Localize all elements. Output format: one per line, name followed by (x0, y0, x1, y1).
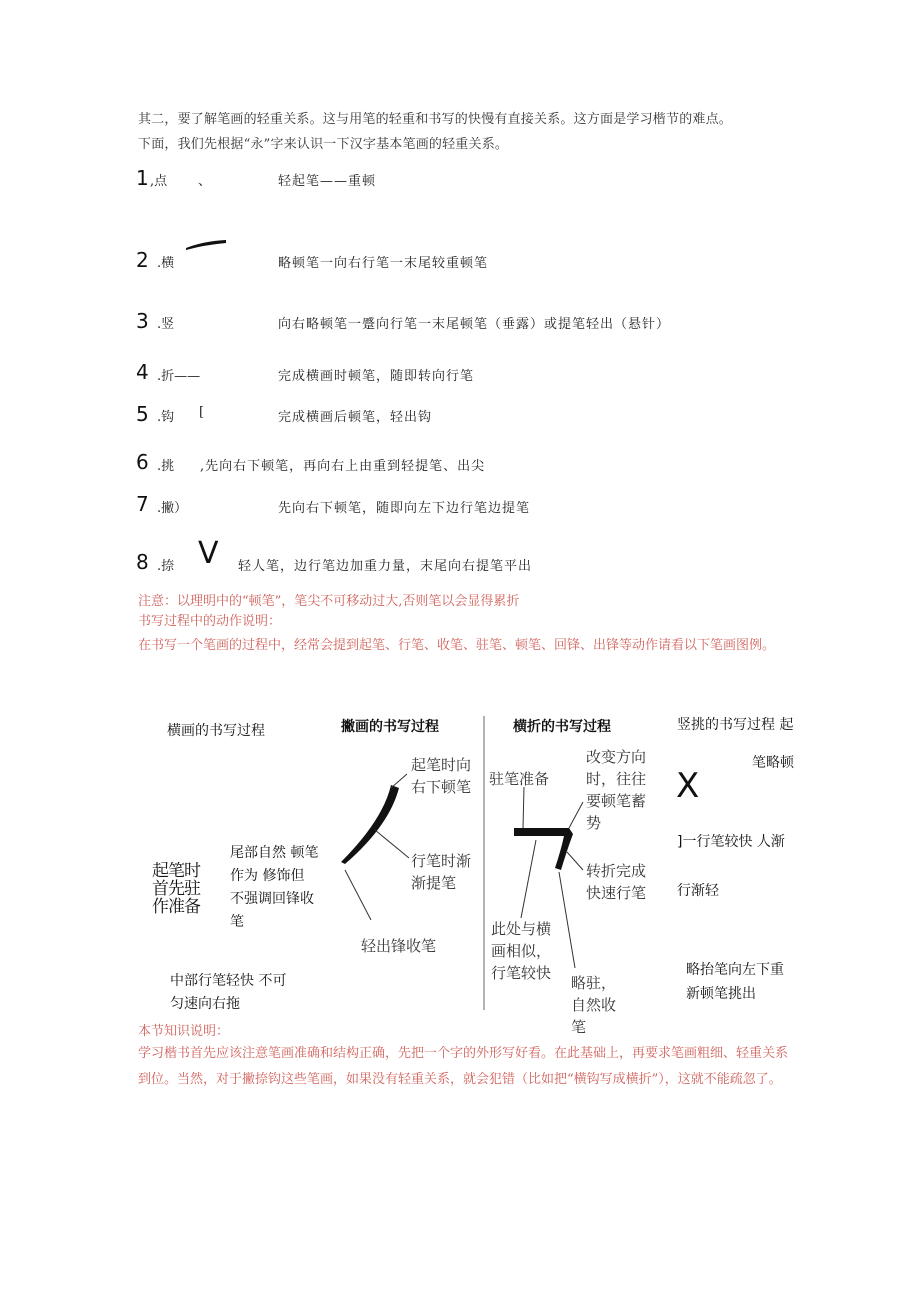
stroke-desc: ,先向右下顿笔，再向右上由重到轻提笔、出尖 (200, 459, 486, 474)
ti-start-label: 笔略顿 (752, 755, 794, 771)
stroke-label: .竖 (157, 317, 175, 332)
heng-stroke-icon (184, 238, 228, 252)
heng-title: 横画的书写过程 (167, 723, 265, 739)
heng-end-label: 尾部自然 顿笔作为 修饰但 不强调回锋收笔 (230, 845, 319, 930)
intro-line-1: 其二，要了解笔画的轻重关系。这与用笔的轻重和书写的快慢有直接关系。这方面是学习楷节的难点。 (138, 112, 733, 127)
stroke-glyph: [ (199, 405, 205, 420)
heng-mid-label: 中部行笔轻快 不可匀速向右拖 (170, 973, 287, 1012)
pie-start-label: 起笔时向右下顿笔 (411, 756, 472, 796)
ti-light-label: 行渐轻 (677, 883, 719, 899)
stroke-process-image (331, 710, 661, 1036)
zhe-start-label: 驻笔准备 (489, 770, 550, 788)
heng-start-label: 起笔时首先驻作准备 (152, 862, 200, 917)
pie-mid-label: 行笔时渐渐提笔 (411, 852, 472, 892)
stroke-number: 2 (136, 248, 149, 272)
stroke-number: 6 (136, 450, 149, 474)
zhe-turn-label: 改变方向时，往往要顿笔蓄势 (586, 748, 647, 832)
note-body: 在书写一个笔画的过程中，经常会提到起笔、行笔、收笔、驻笔、顿笔、回锋、出锋等动作请看以下笔画图例。 (138, 638, 776, 653)
stroke-label: .捺 (157, 559, 175, 574)
stroke-glyph: V (198, 536, 219, 571)
stroke-label: .折—— (157, 369, 201, 384)
zhe-fast-label: 转折完成快速行笔 (586, 862, 647, 902)
ti-title: 竖挑的书写过程 起 (677, 717, 794, 733)
stroke-label: .撇） (157, 501, 188, 516)
intro-line-2: 下面，我们先根据“永”字来认识一下汉字基本笔画的轻重关系。 (138, 137, 509, 152)
pie-end-label: 轻出锋收笔 (361, 937, 437, 955)
stroke-number: 8 (136, 550, 149, 574)
stroke-desc: 完成横画后顿笔，轻出钩 (278, 410, 433, 425)
ti-mid-label: ]一行笔较快 人渐 (677, 834, 785, 850)
summary-heading: 本节知识说明： (138, 1024, 230, 1039)
note-heading: 书写过程中的动作说明： (138, 614, 282, 629)
stroke-label: .钩 (157, 410, 175, 425)
zhe-title: 横折的书写过程 (513, 719, 611, 735)
stroke-number: 1 (136, 166, 149, 190)
stroke-glyph: 、 (198, 174, 212, 189)
stroke-number: 5 (136, 402, 149, 426)
stroke-desc: 向右略顿笔一蹙向行笔一末尾顿笔（垂露）或提笔轻出（悬针） (278, 317, 671, 332)
stroke-number: 4 (136, 360, 149, 384)
note-text: 注意：以理明中的“顿笔”，笔尖不可移动过大,否则笔以会显得累折 (138, 594, 520, 609)
stroke-number: 7 (136, 492, 149, 516)
ti-end-label: 略抬笔向左下重新顿笔挑出 (686, 962, 784, 1002)
stroke-desc: 略顿笔一向右行笔一末尾较重顿笔 (278, 256, 489, 271)
stroke-desc: 轻人笔，边行笔边加重力量，末尾向右提笔平出 (238, 559, 533, 574)
stroke-number: 3 (136, 309, 149, 333)
stroke-label: .横 (157, 256, 175, 271)
summary-body: 学习楷书首先应该注意笔画准确和结构正确，先把一个字的外形写好看。在此基础上，再要求笔画粗细、轻重关系到位。当然，对于撇捺钩这些笔画，如果没有轻重关系，就会犯错（比如把“横钩写成横折”），这就不能疏忽了。 (138, 1046, 789, 1087)
pie-title: 撇画的书写过程 (341, 719, 439, 735)
stroke-desc: 完成横画时顿笔，随即转向行笔 (278, 369, 475, 384)
stroke-desc: 轻起笔——重顿 (278, 174, 377, 189)
stroke-desc: 先向右下顿笔，随即向左下边行笔边提笔 (278, 501, 531, 516)
zhe-vertical-label: 此处与横画相似，行笔较快 (491, 920, 552, 982)
stroke-label: ,点 (150, 174, 168, 189)
ti-glyph: X (676, 766, 700, 806)
stroke-label: .挑 (157, 459, 175, 474)
zhe-end-label: 略驻，自然收笔 (571, 974, 617, 1036)
